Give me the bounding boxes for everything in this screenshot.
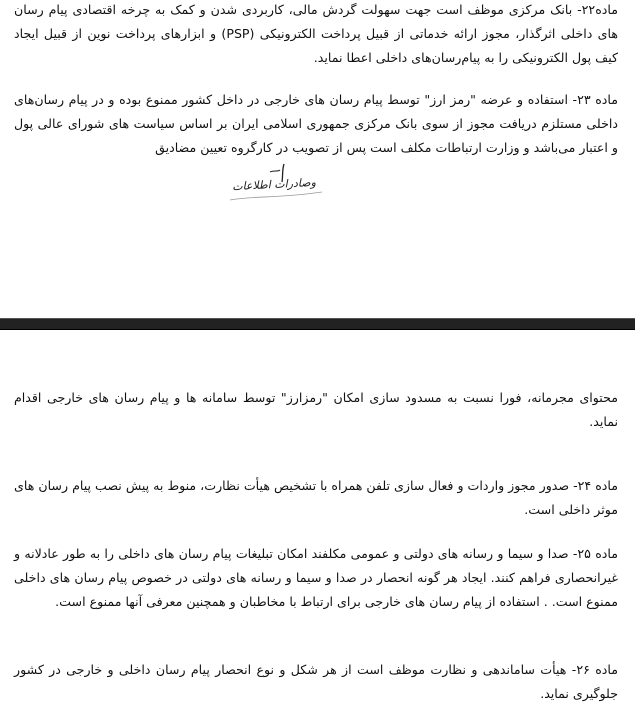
article-23-continuation: محتوای مجرمانه، فورا نسبت به مسدود سازی امکان "رمزارز" توسط سامانه ها و پیام رسان های خارجی اقدام نماید. <box>14 390 618 429</box>
handwritten-annotation <box>222 160 332 212</box>
article-26: ماده ۲۶- هیأت ساماندهی و نظارت موظف است از هر شکل و نوع انحصار پیام رسان داخلی و خارجی در کشور جلوگیری نماید. <box>14 662 618 701</box>
article-25: ماده ۲۵- صدا و سیما و رسانه های دولتی و عمومی مکلفند امکان تبلیغات پیام رسان های داخلی را به طور عادلانه و غیرانحصاری فراهم کنند. ایجاد هر گونه انحصار در صدا و سیما و رسانه های دولتی در خصوص پیام رسان های داخلی ممنوع است. . استفاده از پیام رسان های خارجی برای ارتباط با مخاطبان و همچنین معرفی آنها ممنوع است. <box>14 546 619 609</box>
page-separator <box>0 318 635 330</box>
article-23: ماده ۲۳- استفاده و عرضه "رمز ارز" توسط پیام رسان های خارجی در داخل کشور ممنوع بوده و در پیام رسان‌های داخلی مستلزم دریافت مجوز از سوی بانک مرکزی جمهوری اسلامی ایران بر اساس سیاست های شورای عالی پول و اعتبار می‌باشد و وزارت ارتباطات مکلف است پس از تصویب در کارگروه تعیین مضادیق <box>14 92 618 155</box>
handwritten-note: وصادرات اطلاعات <box>231 175 317 194</box>
document-page-top <box>0 0 635 318</box>
document-page-bottom <box>0 330 635 712</box>
article-22: ماده۲۲- بانک مرکزی موظف است جهت سهولت گردش مالی، کاربردی شدن و کمک به چرخه اقتصادی پیام رسان های داخلی اثرگذار، مجوز ارائه خدماتی از قبیل پرداخت الکترونیکی (PSP) و ابزارهای پرداخت نوین از قبیل ایجاد کیف پول الکترونیکی را به پیام‌رسان‌های داخلی اعطا نماید. <box>14 2 618 65</box>
article-24: ماده ۲۴- صدور مجوز واردات و فعال سازی تلفن همراه با تشخیص هیأت نظارت، منوط به پیش نصب پیام رسان های موثر داخلی است. <box>14 478 618 517</box>
